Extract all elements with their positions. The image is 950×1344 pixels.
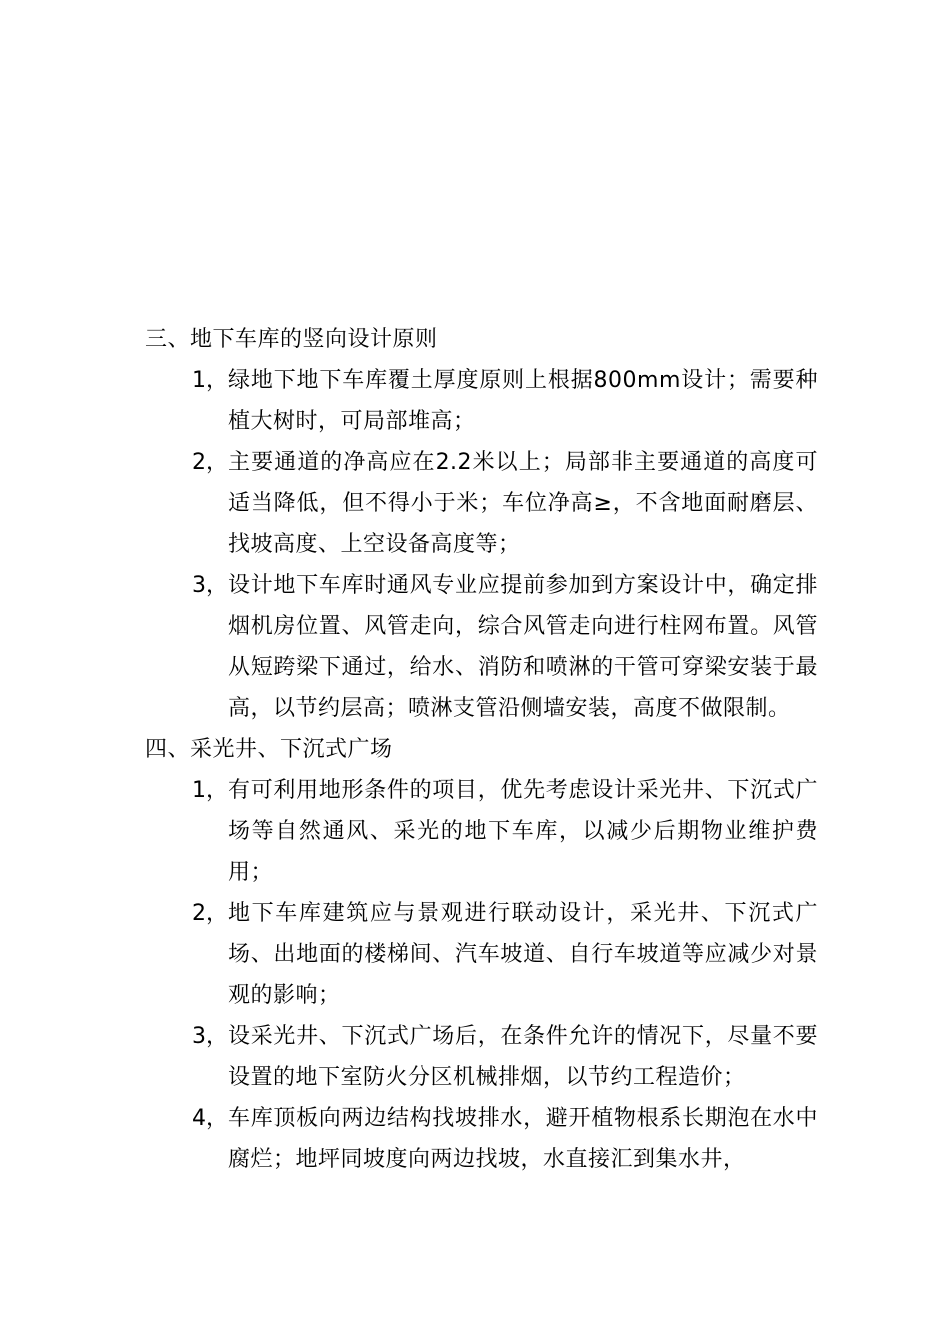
item-text: 车库顶板向两边结构找坡排水，避开植物根系长期泡在水中腐烂；地坪同坡度向两边找坡，水直接汇到集水井， — [228, 1106, 818, 1172]
item-number: 2， — [192, 450, 228, 475]
section-heading-four: 四、采光井、下沉式广场 — [145, 737, 393, 762]
item-number: 3， — [192, 1024, 228, 1049]
item-text: 设计地下车库时通风专业应提前参加到方案设计中，确定排烟机房位置、风管走向，综合风管走向进行柱网布置。风管从短跨梁下通过，给水、消防和喷淋的干管可穿梁安装于最高，以节约层高；喷淋支管沿侧墙安装，高度不做限制。 — [228, 573, 818, 721]
item-number: 3， — [192, 573, 228, 598]
section-heading-three: 三、地下车库的竖向设计原则 — [145, 327, 438, 352]
item-text: 主要通道的净高应在2.2米以上；局部非主要通道的高度可适当降低，但不得小于米；车位净高≥，不含地面耐磨层、找坡高度、上空设备高度等； — [228, 450, 818, 557]
item-number: 2， — [192, 901, 228, 926]
item-text: 设采光井、下沉式广场后，在条件允许的情况下，尽量不要设置的地下室防火分区机械排烟，以节约工程造价； — [228, 1024, 818, 1090]
item-number: 1， — [192, 778, 228, 803]
list-item — [192, 893, 825, 1016]
list-item — [192, 1098, 825, 1180]
item-text: 有可利用地形条件的项目，优先考虑设计采光井、下沉式广场等自然通风、采光的地下车库，以减少后期物业维护费用； — [228, 778, 818, 885]
list-item — [192, 770, 825, 893]
list-item — [192, 565, 825, 729]
item-number: 4， — [192, 1106, 228, 1131]
document-body — [145, 319, 825, 1180]
list-item — [192, 360, 825, 442]
item-text: 地下车库建筑应与景观进行联动设计，采光井、下沉式广场、出地面的楼梯间、汽车坡道、自行车坡道等应减少对景观的影响； — [228, 901, 818, 1008]
list-item — [192, 442, 825, 565]
list-item — [192, 1016, 825, 1098]
item-number: 1， — [192, 368, 228, 393]
item-text: 绿地下地下车库覆土厚度原则上根据800mm设计；需要种植大树时，可局部堆高； — [228, 368, 818, 434]
